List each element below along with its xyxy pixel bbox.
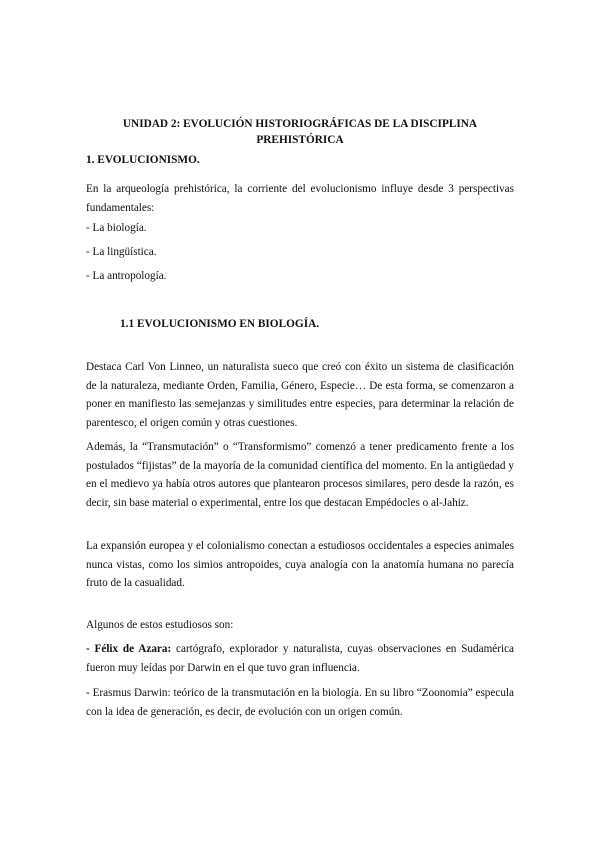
title-line-1: UNIDAD 2: EVOLUCIÓN HISTORIOGRÁFICAS DE LA DISCIPLINA — [122, 118, 478, 130]
intro-paragraph: En la arqueología prehistórica, la corriente del evolucionismo influye desde 3 perspectivas fundamentales: — [86, 183, 514, 214]
title-line-2: PREHISTÓRICA — [256, 133, 344, 146]
section-heading: 1. EVOLUCIONISMO. — [86, 154, 200, 166]
azara-name: - Félix de Azara: — [86, 643, 172, 655]
paragraph-darwin: - Erasmus Darwin: teórico de la transmutación en la biología. En su libro “Zoonomia” especula con la idea de generación, es decir, de evolución con un origen común. — [86, 687, 514, 718]
list-item: - La antropología. — [86, 270, 167, 282]
list-item: - La biología. — [86, 222, 147, 234]
subsection-heading: 1.1 EVOLUCIONISMO EN BIOLOGÍA. — [120, 318, 320, 330]
paragraph-transmutacion: Además, la “Transmutación” o “Transformismo” comenzó a tener predicamento frente a los postulados “fijistas” de la mayoría de la comunidad científica del momento. En la antigüedad y en el medievo ya había otros autores que plantearon procesos similares, pero desde la razón, es decir, sin base material o experimental, entre los que destacan Empédocles o al-Jahiz. — [86, 441, 514, 509]
list-item: - La lingüística. — [86, 246, 157, 258]
paragraph-expansion: La expansión europea y el colonialismo conectan a estudiosos occidentales a especies animales nunca vistas, como los simios antropoides, cuya analogía con la anatomía humana no parecía fruto de la casualidad. — [86, 540, 514, 590]
azara-text: cartógrafo, explorador y naturalista, cuyas observaciones en Sudamérica fueron muy leídas por Darwin en el que tuvo gran influencia. — [86, 643, 514, 674]
paragraph-estudiosos: Algunos de estos estudiosos son: — [86, 619, 234, 631]
document-title — [100, 117, 500, 148]
paragraph-azara — [86, 640, 514, 677]
paragraph-linneo: Destaca Carl Von Linneo, un naturalista sueco que creó con éxito un sistema de clasificación de la naturaleza, mediante Orden, Familia, Género, Especie… De esta forma, se comenzaron a poner en manifiesto las semejanzas y similitudes entre especies, para determinar la relación de parentesco, el origen común y otras cuestiones. — [86, 361, 514, 429]
